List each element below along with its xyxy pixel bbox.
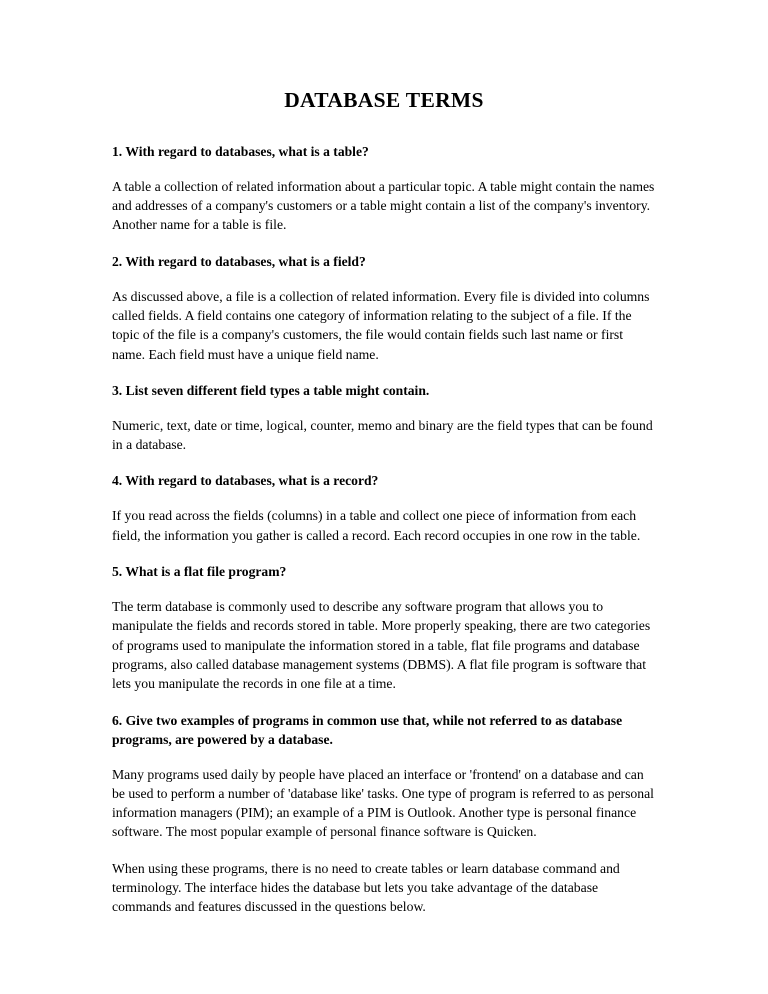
question-6: 6. Give two examples of programs in common use that, while not referred to as database programs, are powered by a database. — [112, 712, 623, 747]
block-spacer — [112, 364, 656, 381]
question-5: 5. What is a flat file program? — [112, 564, 287, 580]
block-spacer — [112, 161, 656, 177]
question-4: 4. With regard to databases, what is a record? — [112, 473, 379, 489]
answer-6-continued: When using these programs, there is no need to create tables or learn database command and terminology. The interface hides the database but lets you take advantage of the database commands and features discussed in the questions below. — [112, 860, 620, 915]
block-spacer — [112, 749, 656, 765]
block-spacer — [112, 235, 656, 252]
page-title: DATABASE TERMS — [284, 88, 484, 112]
block-spacer — [112, 694, 656, 711]
block-spacer — [112, 490, 656, 506]
block-spacer — [112, 842, 656, 859]
block-spacer — [112, 271, 656, 287]
answer-6: Many programs used daily by people have placed an interface or 'frontend' on a database and can be used to perform a number of 'database like' tasks. One type of program is referred to as personal information managers (PIM); an example of a PIM is Outlook. Another type is personal finance software. The most popular example of personal finance software is Quicken. — [112, 766, 654, 840]
content-blocks — [112, 142, 656, 917]
question-3: 3. List seven different field types a table might contain. — [112, 382, 430, 398]
document-body — [112, 88, 656, 917]
block-spacer — [112, 545, 656, 562]
question-2: 2. With regard to databases, what is a field? — [112, 253, 366, 269]
answer-1: A table a collection of related information about a particular topic. A table might contain the names and addresses of a company's customers or a table might contain a list of the company's inventory. Another name for a table is file. — [112, 178, 655, 233]
answer-3: Numeric, text, date or time, logical, counter, memo and binary are the field types that can be found in a database. — [112, 417, 653, 453]
block-spacer — [112, 454, 656, 471]
answer-5: The term database is commonly used to describe any software program that allows you to manipulate the fields and records stored in table. More properly speaking, there are two categories of programs used to manipulate the information stored in a table, flat file programs and database programs, also called database management systems (DBMS). A flat file program is software that lets you manipulate the records in one file at a time. — [112, 599, 651, 692]
answer-4: If you read across the fields (columns) in a table and collect one piece of information from each field, the information you gather is called a record. Each record occupies in one row in the table. — [112, 508, 641, 543]
block-spacer — [112, 400, 656, 416]
question-1: 1. With regard to databases, what is a table? — [112, 143, 369, 159]
answer-2: As discussed above, a file is a collection of related information. Every file is divided into columns called fields. A field contains one category of information relating to the subject of a file. If the topic of the file is a company's customers, the file would contain fields such last name or first name. Each field must have a unique field name. — [112, 288, 650, 362]
block-spacer — [112, 581, 656, 597]
